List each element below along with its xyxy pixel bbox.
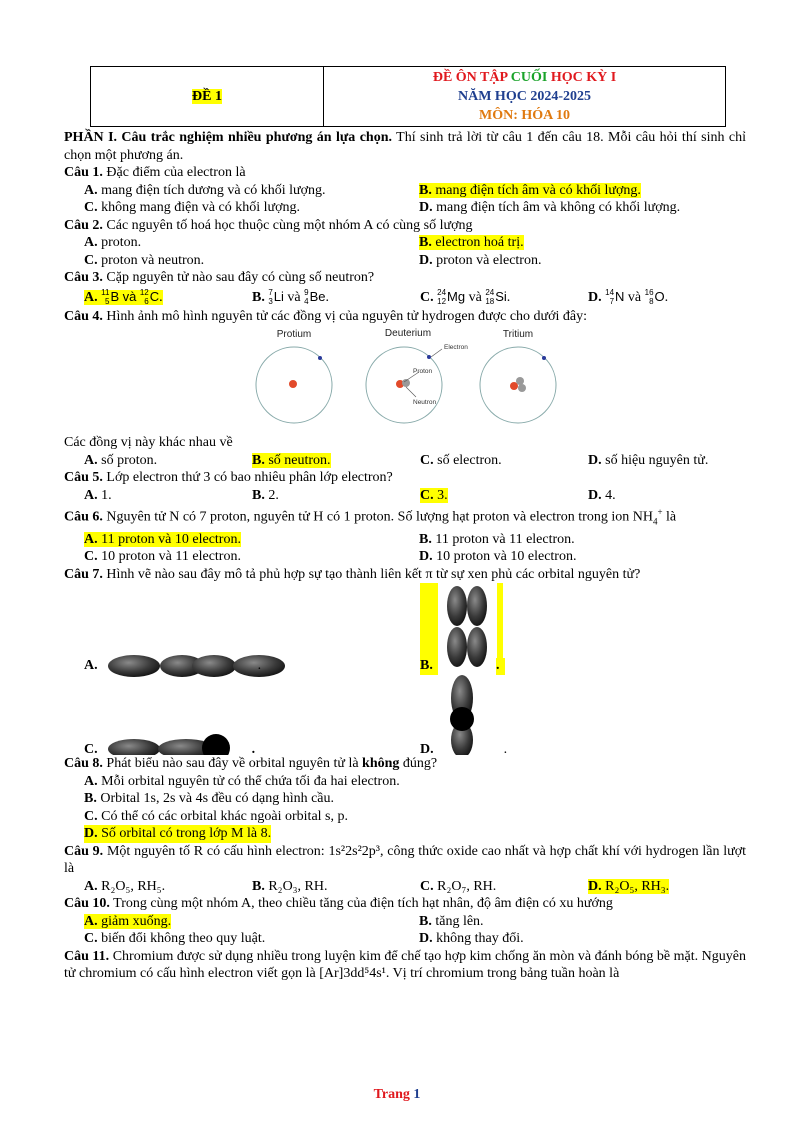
page-label: Trang — [373, 1087, 414, 1102]
title-part1: ĐỀ ÔN TẬP — [432, 70, 511, 85]
neutron-label: Neutron — [413, 399, 437, 406]
title-part3: HỌC KỲ I — [550, 70, 617, 85]
q4-option-a[interactable]: A. số proton. — [84, 452, 158, 468]
subject: MÔN: HÓA 10 — [479, 108, 570, 123]
q9-option-a[interactable]: A. R₂O₅, RH₅. — [84, 878, 166, 894]
question-8: Câu 8. Phát biểu nào sau đây về orbital nguyên tử là không đúng? — [64, 756, 438, 772]
q3-option-a[interactable]: A. 11 5 B và 12 6 C. — [84, 288, 163, 307]
question-2: Câu 2. Các nguyên tố hoá học thuộc cùng một nhóm A có cùng số lượng — [64, 217, 473, 233]
q7-options — [64, 583, 746, 758]
question-3: Câu 3. Cặp nguyên tử nào sau đây có cùng số neutron? — [64, 270, 375, 285]
question-11: Câu 11. Chromium được sử dụng nhiều trong luyện kim để chế tạo hợp kim chống ăn mòn và đánh bóng bề mặt. Nguyên tử chromium có cấu hình electron viết gọn là [Ar]3dd⁵4s¹. Vị trí chromium trong bảng tuần hoàn là — [64, 948, 746, 982]
tritium-label: Tritium — [502, 329, 534, 340]
protium-label: Protium — [276, 329, 312, 340]
q4-follow: Các đồng vị này khác nhau về — [64, 435, 233, 450]
title-part2: CUỐI — [510, 70, 551, 85]
question-4: Câu 4. Hình ảnh mô hình nguyên tử các đồng vị của nguyên tử hydrogen được cho dưới đây: — [64, 308, 588, 324]
question-1: Câu 1. Đặc điểm của electron là — [64, 165, 246, 180]
q5-option-d[interactable]: D. 4. — [588, 487, 616, 503]
q7-option-d[interactable]: D. . — [420, 742, 508, 758]
q10-option-d[interactable]: D. không thay đổi. — [419, 931, 524, 947]
question-5: Câu 5. Lớp electron thứ 3 có bao nhiêu phân lớp electron? — [64, 470, 393, 485]
protium-proton — [289, 380, 297, 388]
q7-option-c[interactable]: C. . — [84, 742, 256, 758]
q1-option-d[interactable]: D. mang điện tích âm và không có khối lượng. — [419, 200, 681, 215]
q8-option-b[interactable]: B. Orbital 1s, 2s và 4s đều có dạng hình cầu. — [84, 791, 335, 807]
question-10: Câu 10. Trong cùng một nhóm A, theo chiều tăng của điện tích hạt nhân, độ âm điện có xu hướng — [64, 896, 613, 912]
q9-option-c[interactable]: C. R₂O₇, RH. — [420, 878, 497, 894]
proton-label: Proton — [413, 368, 433, 375]
q2-option-a[interactable]: A. proton. — [84, 235, 142, 250]
q1-option-a[interactable]: A. mang điện tích dương và có khối lượng. — [84, 182, 326, 198]
q1-option-c[interactable]: C. không mang điện và có khối lượng. — [84, 200, 301, 215]
q5-option-c[interactable]: C. 3. — [420, 487, 448, 503]
q7-option-a[interactable]: A. . — [84, 658, 262, 674]
page-footer — [0, 1087, 794, 1103]
q5-option-a[interactable]: A. 1. — [84, 487, 112, 503]
q2-option-d[interactable]: D. proton và electron. — [419, 252, 542, 268]
q9-option-d[interactable]: D. R₂O₅, RH₃. — [588, 878, 670, 894]
q10-option-a[interactable]: A. giảm xuống. — [84, 913, 172, 929]
de-cell — [91, 67, 324, 127]
q2-option-b[interactable]: B. electron hoá trị. — [419, 235, 524, 250]
question-6: Câu 6. Nguyên tử N có 7 proton, nguyên tử H có 1 proton. Số lượng hạt proton và electron trong ion $NH_4^+$ là — [64, 507, 677, 527]
q4-option-c[interactable]: C. số electron. — [420, 452, 502, 468]
q6-option-c[interactable]: C. 10 proton và 11 electron. — [84, 549, 241, 565]
q8-option-a[interactable]: A. Mỗi orbital nguyên tử có thể chứa tối đa hai electron. — [84, 773, 400, 789]
q9-option-b[interactable]: B. R₂O₃, RH. — [252, 878, 328, 894]
question-9: Câu 9. Một nguyên tố R có cấu hình electron: 1s²2s²2p³, công thức oxide cao nhất và hợp chất khí với hydrogen lần lượt là — [64, 843, 746, 877]
page — [64, 66, 746, 983]
q8-option-d[interactable]: D. Số orbital có trong lớp M là 8. — [84, 826, 272, 842]
q4-option-b[interactable]: B. số neutron. — [252, 452, 331, 468]
part1-instructions: PHẦN I. Câu trắc nghiệm nhiều phương án lựa chọn. Thí sinh trả lời từ câu 1 đến câu 18. Mỗi câu hỏi thí sinh chỉ chọn một phương án. — [64, 130, 746, 163]
q3-option-c[interactable]: C. 24 12 Mg và 24 18 Si. — [420, 288, 511, 307]
electron-label: Electron — [444, 344, 468, 351]
q7-option-b[interactable]: B. — [420, 658, 433, 674]
question-7: Câu 7. Hình vẽ nào sau đây mô tả phủ hợp sự tạo thành liên kết π từ sự xen phủ các orbital nguyên tử? — [64, 566, 641, 582]
q2-option-c[interactable]: C. proton và neutron. — [84, 252, 205, 268]
header-table — [90, 66, 726, 127]
q6-option-d[interactable]: D. 10 proton và 10 electron. — [419, 549, 577, 565]
q5-option-b[interactable]: B. 2. — [252, 487, 279, 503]
protium-electron — [318, 356, 322, 360]
q6-option-b[interactable]: B. 11 proton và 11 electron. — [419, 531, 575, 547]
q1-option-b[interactable]: B. mang điện tích âm và có khối lượng. — [419, 182, 641, 198]
q4-option-d[interactable]: D. số hiệu nguyên tử. — [588, 452, 709, 468]
page-number: 1 — [413, 1087, 421, 1102]
q6-option-a[interactable]: A. 11 proton và 10 electron. — [84, 531, 241, 547]
deuterium-label: Deuterium — [384, 328, 432, 339]
orbital-b — [447, 586, 487, 667]
q10-option-c[interactable]: C. biến đổi không theo quy luật. — [84, 931, 266, 947]
q3-option-b[interactable]: B. 7 3 Li và 9 4 Be. — [252, 288, 329, 307]
q7-option-b-dot: . — [496, 658, 500, 674]
q3-option-d[interactable]: D. 14 7 N và 16 8 O. — [588, 288, 669, 307]
q8-option-c[interactable]: C. Có thể có các orbital khác ngoài orbital s, p. — [84, 808, 348, 824]
de-label: ĐỀ 1 — [192, 89, 222, 104]
isotope-figure — [64, 327, 746, 432]
school-year: NĂM HỌC 2024-2025 — [458, 89, 591, 104]
title-cell — [324, 67, 726, 127]
q10-option-b[interactable]: B. tăng lên. — [419, 913, 484, 929]
